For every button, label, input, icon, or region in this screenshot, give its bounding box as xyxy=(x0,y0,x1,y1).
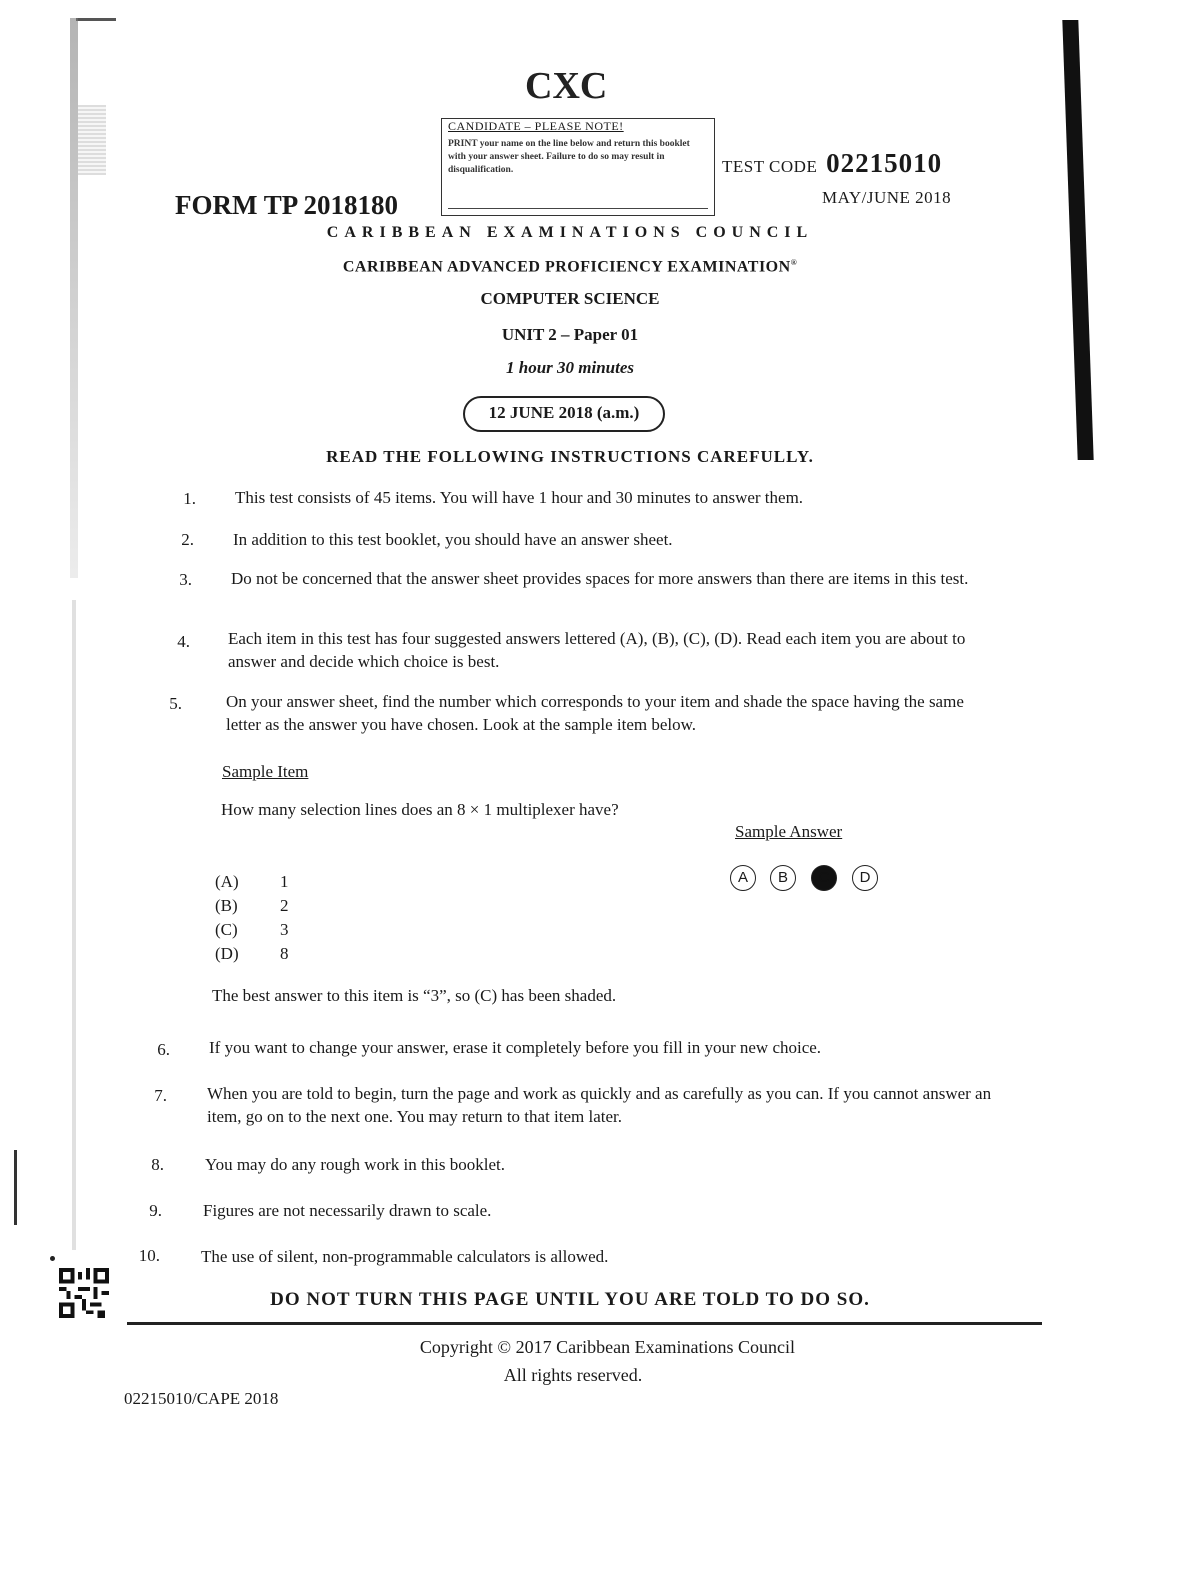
sample-question: How many selection lines does an 8 × 1 multiplexer have? xyxy=(221,800,619,819)
instruction-number: 3. xyxy=(179,570,192,589)
option-value: 2 xyxy=(280,896,289,915)
instruction-number: 10. xyxy=(138,1246,160,1265)
scan-mark xyxy=(76,18,116,21)
subject: COMPUTER SCIENCE xyxy=(480,289,660,308)
option-label: (D) xyxy=(215,944,239,963)
duration: 1 hour 30 minutes xyxy=(505,358,634,377)
instruction-text: Do not be concerned that the answer sheet provides spaces for more answers than there are items in this test. xyxy=(231,569,969,588)
scan-blotch xyxy=(78,105,106,175)
scan-shadow-left-lower xyxy=(72,600,76,1250)
copyright: Copyright © 2017 Caribbean Examinations Council xyxy=(419,1337,796,1357)
candidate-note-title: CANDIDATE – PLEASE NOTE! xyxy=(448,119,624,133)
instruction-text: On your answer sheet, find the number which corresponds to your item and shade the space having the same letter as the answer you have chosen. Look at the sample item below. xyxy=(226,692,964,734)
unit-paper: UNIT 2 – Paper 01 xyxy=(501,325,639,344)
instruction-text: Each item in this test has four suggested answers lettered (A), (B), (C), (D). Read each item you are about to answer and decide which choice is best. xyxy=(228,629,966,671)
cxc-logo-text: CXC xyxy=(525,65,608,107)
sample-item-title: Sample Item xyxy=(222,762,309,781)
exam-name-text: CARIBBEAN ADVANCED PROFICIENCY EXAMINATION xyxy=(342,258,791,276)
option-value: 8 xyxy=(280,944,289,963)
best-answer-explanation: The best answer to this item is “3”, so (C) has been shaded. xyxy=(212,986,617,1005)
instruction-number: 7. xyxy=(154,1086,167,1105)
option-label: (B) xyxy=(215,896,238,915)
scan-speck xyxy=(50,1256,55,1261)
candidate-note-box xyxy=(441,118,715,216)
option-value: 3 xyxy=(280,920,289,939)
instruction-text: You may do any rough work in this booklet. xyxy=(205,1155,506,1174)
candidate-name-line xyxy=(448,208,708,209)
candidate-note-body: PRINT your name on the line below and return this booklet with your answer sheet. Failure to do so may result in disqualification. xyxy=(448,139,690,175)
instruction-number: 4. xyxy=(177,632,190,651)
test-code-label: TEST CODE xyxy=(722,157,818,176)
answer-bubble-d: D xyxy=(852,865,878,891)
instructions-heading: READ THE FOLLOWING INSTRUCTIONS CAREFULLY. xyxy=(326,447,814,466)
test-code-value: 02215010 xyxy=(826,148,943,178)
instruction-text: The use of silent, non-programmable calculators is allowed. xyxy=(201,1247,609,1266)
answer-bubble-c-shaded: C xyxy=(811,865,837,891)
exam-date: 12 JUNE 2018 (a.m.) xyxy=(463,396,665,432)
scan-mark-bracket xyxy=(14,1150,17,1225)
test-code xyxy=(722,148,942,179)
instruction-text: In addition to this test booklet, you should have an answer sheet. xyxy=(233,530,673,549)
footer-paper-code: 02215010/CAPE 2018 xyxy=(124,1389,279,1408)
option-label: (A) xyxy=(215,872,239,891)
footer-divider xyxy=(127,1322,1042,1325)
rights-reserved: All rights reserved. xyxy=(503,1365,643,1385)
answer-bubble-a: A xyxy=(730,865,756,891)
instruction-text: When you are told to begin, turn the page and work as quickly and as carefully as you can. If you cannot answer an item, go on to the next one. You may return to that item later. xyxy=(207,1084,992,1126)
instruction-number: 8. xyxy=(151,1155,164,1174)
exam-name xyxy=(0,258,1140,276)
instruction-number: 5. xyxy=(169,694,182,713)
instruction-text: This test consists of 45 items. You will have 1 hour and 30 minutes to answer them. xyxy=(235,488,804,507)
do-not-turn-warning: DO NOT TURN THIS PAGE UNTIL YOU ARE TOLD TO DO SO. xyxy=(270,1289,870,1310)
instruction-text: If you want to change your answer, erase it completely before you fill in your new choice. xyxy=(209,1038,822,1057)
answer-bubble-b: B xyxy=(770,865,796,891)
option-label: (C) xyxy=(215,920,238,939)
registered-mark: ® xyxy=(790,258,798,267)
form-number: FORM TP 2018180 xyxy=(175,190,399,220)
instruction-number: 6. xyxy=(157,1040,170,1059)
option-value: 1 xyxy=(280,872,289,891)
instruction-number: 1. xyxy=(183,489,196,508)
council-name: CARIBBEAN EXAMINATIONS COUNCIL xyxy=(326,224,814,241)
instruction-number: 9. xyxy=(149,1201,162,1220)
cxc-logo xyxy=(522,58,612,114)
exam-session: MAY/JUNE 2018 xyxy=(822,188,952,207)
instruction-text: Figures are not necessarily drawn to scale. xyxy=(203,1201,492,1220)
sample-answer-title: Sample Answer xyxy=(735,822,843,841)
instruction-number: 2. xyxy=(181,530,194,549)
